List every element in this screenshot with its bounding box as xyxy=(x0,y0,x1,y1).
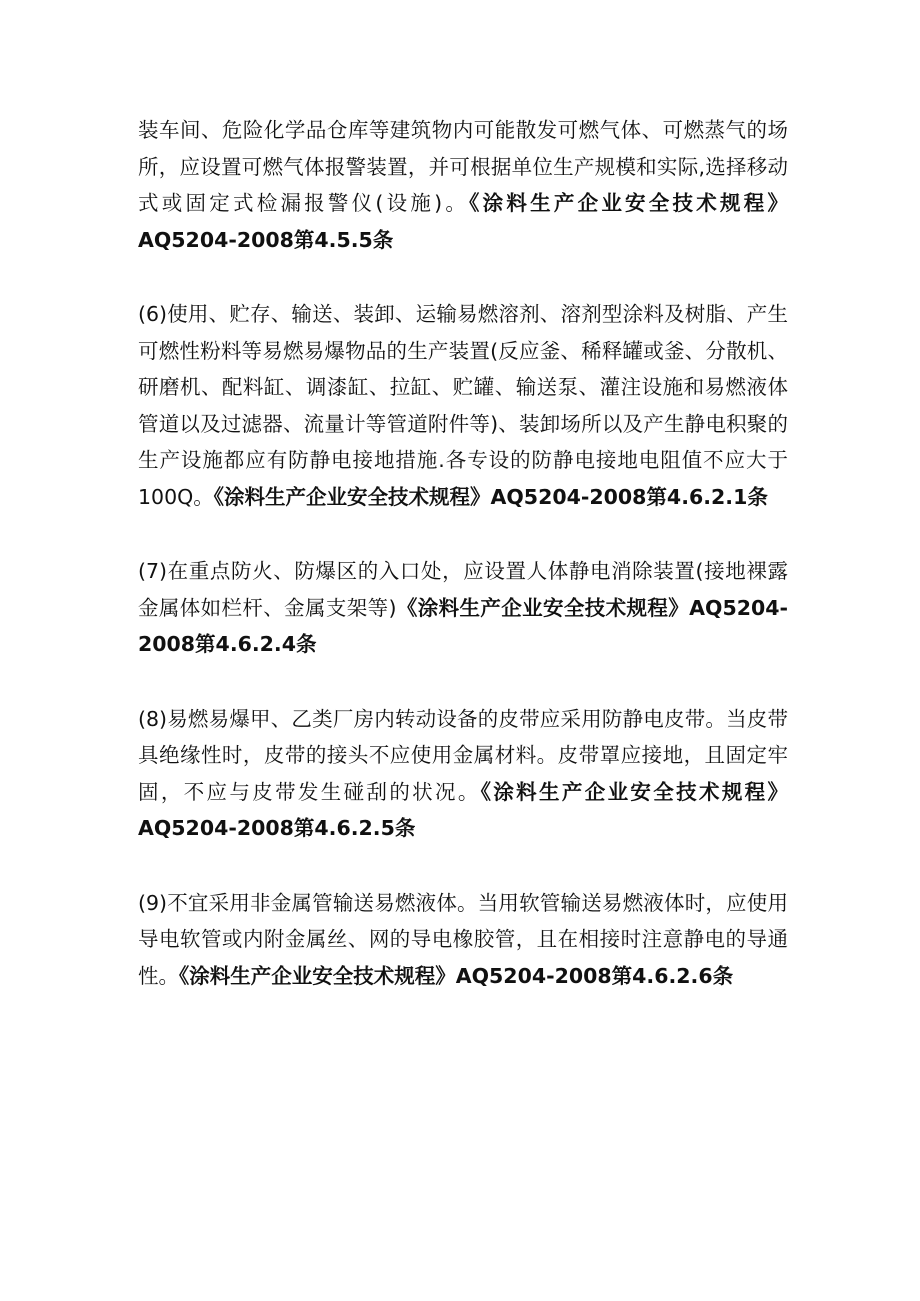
paragraph-item-6 xyxy=(138,296,788,515)
standard-reference: 《涂料生产企业安全技术规程》AQ5204-2008第4.5.5条 xyxy=(138,191,789,252)
paragraph-body: (6)使用、贮存、输送、装卸、运输易燃溶剂、溶剂型涂料及树脂、产生可燃性粉料等易燃易爆物品的生产装置(反应釜、稀释罐或釜、分散机、研磨机、配料缸、调漆缸、拉缸、贮罐、输送泵、灌注设施和易燃液体管道以及过滤器、流量计等管道附件等)、装卸场所以及产生静电积聚的生产设施都应有防静电接地措施.各专设的防静电接地电阻值不应大于100Q。 xyxy=(138,302,788,509)
paragraph-item-7 xyxy=(138,553,788,663)
standard-reference: 《涂料生产企业安全技术规程》AQ5204-2008第4.6.2.4条 xyxy=(138,595,789,656)
standard-reference: 《涂料生产企业安全技术规程》AQ5204-2008第4.6.2.5条 xyxy=(138,779,789,840)
document-page xyxy=(138,112,788,1032)
paragraph-body: 装车间、危险化学品仓库等建筑物内可能散发可燃气体、可燃蒸气的场所，应设置可燃气体报警装置，并可根据单位生产规模和实际,选择移动式或固定式检漏报警仪(设施)。 xyxy=(138,118,788,215)
standard-reference: 《涂料生产企业安全技术规程》AQ5204-2008第4.6.2.6条 xyxy=(179,963,734,988)
paragraph-continued xyxy=(138,112,788,258)
paragraph-item-9 xyxy=(138,885,788,995)
paragraph-item-8 xyxy=(138,701,788,847)
paragraph-body: (8)易燃易爆甲、乙类厂房内转动设备的皮带应采用防静电皮带。当皮带具绝缘性时，皮带的接头不应使用金属材料。皮带罩应接地，且固定牢固，不应与皮带发生碰刮的状况。 xyxy=(138,706,788,804)
standard-reference: 《涂料生产企业安全技术规程》AQ5204-2008第4.6.2.1条 xyxy=(213,484,768,509)
paragraph-body: (7)在重点防火、防爆区的入口处，应设置人体静电消除装置(接地裸露金属体如栏杆、金属支架等) xyxy=(138,559,788,620)
paragraph-body: (9)不宜采用非金属管输送易燃液体。当用软管输送易燃液体时，应使用导电软管或内附金属丝、网的导电橡胶管，且在相接时注意静电的导通性。 xyxy=(138,890,788,988)
